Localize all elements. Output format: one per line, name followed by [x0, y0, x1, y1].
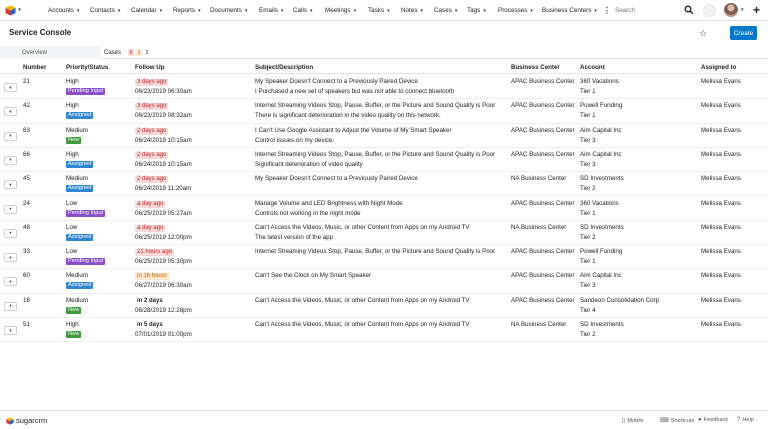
search-icon[interactable]	[684, 5, 694, 15]
follow-up-date: 06/25/2019 05:30pm	[135, 258, 192, 266]
priority: Low	[66, 199, 78, 207]
account-link[interactable]: 360 Vacations	[580, 78, 619, 85]
status-cell	[66, 233, 93, 241]
column-priority-status[interactable]: Priority/Status	[66, 64, 109, 71]
column-business-center[interactable]: Business Center	[511, 64, 560, 71]
create-button[interactable]: Create	[730, 26, 757, 40]
nav-item-reports[interactable]	[169, 0, 205, 21]
priority: Medium	[66, 272, 89, 280]
search-input[interactable]	[615, 7, 675, 14]
account-tier: Tier 2	[580, 233, 596, 241]
assigned-user: Melissa Evans	[701, 272, 741, 280]
case-description: There is significant deterioration in the video quality on this network.	[255, 112, 441, 120]
page-title: Service Console	[9, 28, 72, 37]
nav-item-meetings[interactable]	[321, 0, 360, 21]
nav-item-contacts[interactable]	[86, 0, 124, 21]
nav-item-business-centers[interactable]	[538, 0, 601, 21]
follow-up-date: 06/25/2019 05:27am	[135, 209, 192, 217]
feedback-link[interactable]	[698, 417, 728, 423]
chevron-down-icon[interactable]: ▾	[310, 7, 313, 14]
follow-up-cell	[135, 224, 165, 232]
business-center: APAC Business Center	[511, 272, 575, 280]
brand-name: sugarcrm	[16, 416, 48, 425]
tab-cases[interactable]	[101, 46, 150, 59]
table-row	[0, 197, 768, 221]
sugar-cube-icon	[5, 5, 16, 16]
status-badge: New	[68, 306, 80, 313]
global-search[interactable]	[615, 3, 695, 18]
case-number: 18	[23, 296, 30, 304]
status-badge: Assigned	[68, 160, 92, 167]
nav-item-label: Tags	[467, 7, 481, 14]
follow-up-cell	[135, 78, 168, 86]
follow-up-badge: 21 hours ago	[137, 249, 173, 256]
footer	[0, 410, 768, 429]
business-center: APAC Business Center	[511, 102, 575, 110]
follow-up-cell	[135, 321, 165, 329]
follow-up-date: 06/23/2019 08:32am	[135, 112, 192, 120]
follow-up-date: 06/28/2019 12:28pm	[135, 306, 192, 314]
status-badge: New	[68, 136, 80, 143]
nav-item-notes[interactable]	[397, 0, 427, 21]
quick-create-button[interactable]: +	[753, 3, 761, 17]
column-follow-up[interactable]: Follow Up	[135, 64, 165, 71]
chevron-down-icon[interactable]: ▾	[353, 7, 357, 14]
case-subject-link[interactable]: Manage Volume and LED Brightness with Night Mode	[255, 199, 403, 207]
chevron-down-icon[interactable]: ▾	[483, 7, 486, 14]
case-subject-link[interactable]: My Speaker Doesn't Connect to a Previously Paired Device	[255, 78, 418, 85]
business-center: APAC Business Center	[511, 248, 575, 256]
chevron-down-icon[interactable]: ▾	[454, 7, 458, 14]
row-actions-button[interactable]: ▾	[4, 180, 17, 189]
row-actions-button[interactable]: ▾	[4, 132, 17, 141]
assigned-user: Melissa Evans	[701, 175, 741, 183]
follow-up-badge: 3 days ago	[137, 103, 167, 110]
table-row	[0, 318, 768, 342]
chevron-down-icon[interactable]: ▾	[387, 7, 390, 14]
account-tier: Tier 3	[580, 160, 596, 168]
follow-up-cell	[135, 175, 168, 183]
tab-overview[interactable]: Overview	[0, 46, 101, 59]
case-subject-link[interactable]: Internet Streaming Videos Stop, Pause, Buffer, or the Picture and Sound Quality is Poor	[255, 248, 496, 256]
account-tier: Tier 1	[580, 258, 596, 266]
assigned-user: Melissa Evans	[701, 296, 741, 304]
nav-item-label: Cases	[434, 7, 452, 14]
shortcuts-label: Shortcuts	[670, 417, 695, 424]
table-header	[0, 61, 768, 74]
row-actions-button[interactable]: ▾	[4, 83, 17, 92]
account-tier: Tier 1	[580, 112, 596, 120]
nav-item-label: Processes	[498, 7, 528, 14]
user-avatar[interactable]	[724, 3, 738, 17]
follow-up-badge: a day ago	[137, 224, 164, 231]
notifications-button[interactable]	[703, 4, 716, 17]
status-badge: Pending Input	[68, 258, 104, 265]
row-actions-button[interactable]: ▾	[4, 156, 17, 165]
nav-item-tasks[interactable]	[364, 0, 394, 21]
priority: Medium	[66, 126, 89, 134]
chevron-down-icon[interactable]: ▾	[420, 7, 423, 14]
account-link[interactable]: SD Investments	[580, 175, 624, 183]
account-tier: Tier 4	[580, 306, 596, 314]
case-description: Significant deterioration of video quality	[255, 160, 363, 168]
case-number: 66	[23, 150, 30, 158]
status-cell	[66, 281, 93, 289]
chevron-down-icon[interactable]: ▾	[159, 7, 163, 14]
follow-up-date: 06/27/2019 06:30am	[135, 282, 192, 290]
follow-up-cell	[135, 297, 165, 305]
row-actions-button[interactable]: ▾	[4, 302, 17, 311]
assigned-user: Melissa Evans	[701, 150, 741, 158]
follow-up-badge: a day ago	[137, 200, 164, 207]
account-link[interactable]: Aim Capital Inc	[580, 126, 622, 134]
priority: Medium	[66, 296, 89, 304]
table-row	[0, 221, 768, 245]
follow-up-cell	[135, 102, 168, 110]
chevron-down-icon[interactable]: ▾	[198, 7, 201, 14]
chevron-down-icon[interactable]: ▾	[76, 7, 80, 14]
case-number: 45	[23, 175, 30, 183]
status-cell	[66, 87, 105, 95]
nav-item-label: Reports	[173, 7, 196, 14]
case-number: 48	[23, 223, 30, 231]
chevron-down-icon[interactable]: ▾	[117, 7, 121, 14]
assigned-user: Melissa Evans	[701, 248, 741, 256]
priority: Medium	[66, 175, 89, 183]
mobile-link[interactable]	[622, 417, 644, 424]
business-center: APAC Business Center	[511, 296, 575, 304]
nav-item-label: Contacts	[90, 7, 115, 14]
column-subject-description[interactable]: Subject/Description	[255, 64, 314, 71]
account-link[interactable]: SD Investments	[580, 321, 624, 328]
follow-up-badge: 2 days ago	[137, 127, 167, 134]
table-row	[0, 99, 768, 123]
account-link[interactable]: Powell Funding	[580, 248, 623, 256]
status-cell	[66, 306, 81, 314]
follow-up-cell	[135, 248, 174, 256]
account-tier: Tier 3	[580, 282, 596, 290]
nav-item-documents[interactable]	[206, 0, 251, 21]
status-cell	[66, 136, 81, 144]
mobile-icon: ▯	[622, 418, 626, 424]
row-actions-button[interactable]: ▾	[4, 326, 17, 335]
status-cell	[66, 209, 105, 217]
table-row	[0, 245, 768, 269]
assigned-user: Melissa Evans	[701, 321, 741, 328]
status-cell	[66, 257, 105, 265]
row-actions-button[interactable]: ▾	[4, 253, 17, 262]
priority: Low	[66, 223, 78, 231]
follow-up-date: 06/24/2019 11:20am	[135, 185, 192, 193]
account-tier: Tier 1	[580, 209, 596, 217]
account-link[interactable]: 360 Vacations	[580, 199, 619, 207]
chevron-down-icon[interactable]: ▾	[244, 7, 248, 14]
row-actions-button[interactable]: ▾	[4, 107, 17, 116]
console-tabs	[0, 46, 768, 59]
assigned-user: Melissa Evans	[701, 102, 741, 110]
table-row	[0, 124, 768, 148]
case-subject-link[interactable]: I Can't Use Google Assistant to Adjust the Volume of My Smart Speaker	[255, 126, 452, 134]
more-modules-button[interactable]: ⋮	[603, 5, 611, 15]
sugarcrm-logo	[6, 416, 47, 425]
business-center: NA Business Center	[511, 175, 567, 183]
column-assigned-to[interactable]: Assigned to	[701, 64, 737, 71]
shortcuts-link[interactable]	[660, 417, 694, 424]
mobile-label: Mobile	[627, 417, 644, 424]
business-center: APAC Business Center	[511, 126, 575, 134]
case-subject-link[interactable]: Can't Access the Videos, Music, or other Content from Apps on my Android TV	[255, 296, 470, 304]
status-cell	[66, 330, 81, 338]
case-description: Control issues on my device.	[255, 136, 335, 144]
priority: High	[66, 150, 79, 158]
nav-item-label: Calls	[293, 7, 307, 14]
case-number: 21	[23, 78, 30, 85]
tab-cases-label: Cases	[104, 49, 122, 56]
case-subject-link[interactable]: Internet Streaming Videos Stop, Pause, Buffer, or the Picture and Sound Quality is Poor	[255, 102, 496, 110]
status-cell	[66, 184, 93, 192]
chevron-down-icon[interactable]: ▾	[280, 7, 284, 14]
chevron-down-icon[interactable]: ▾	[741, 7, 744, 13]
status-cell	[66, 111, 93, 119]
due-soon-count-badge: 1	[137, 49, 141, 56]
status-badge: New	[68, 331, 80, 337]
priority: High	[66, 321, 79, 328]
nav-item-label: Tasks	[368, 7, 385, 14]
sugar-cube-icon	[6, 417, 14, 425]
status-badge: Assigned	[68, 185, 92, 192]
account-tier: Tier 2	[580, 331, 596, 338]
case-subject-link[interactable]: My Speaker Doesn't Connect to a Previously Paired Device	[255, 175, 418, 183]
keyboard-icon: ⌨	[660, 418, 669, 424]
follow-up-badge: in 2 days	[137, 297, 163, 304]
business-center: APAC Business Center	[511, 150, 575, 158]
chevron-down-icon[interactable]: ▾	[594, 7, 597, 14]
case-number: 63	[23, 126, 30, 134]
follow-up-cell	[135, 151, 168, 159]
follow-up-date: 06/25/2019 12:00pm	[135, 233, 192, 241]
table-row	[0, 294, 768, 318]
future-count-badge: 2	[145, 49, 149, 56]
account-link[interactable]: Sandeon Consolidation Corp	[580, 296, 660, 304]
case-number: 60	[23, 272, 30, 280]
nav-item-label: Emails	[259, 7, 278, 14]
priority: High	[66, 102, 79, 110]
nav-item-accounts[interactable]	[44, 0, 83, 21]
follow-up-badge: 3 days ago	[137, 79, 167, 85]
follow-up-date: 06/24/2019 10:15am	[135, 136, 192, 144]
assigned-user: Melissa Evans	[701, 78, 741, 85]
row-actions-button[interactable]: ▾	[4, 277, 17, 286]
help-icon: ?	[737, 417, 741, 423]
case-description: The latest version of the app	[255, 233, 334, 241]
case-subject-link[interactable]: Internet Streaming Videos Stop, Pause, Buffer, or the Picture and Sound Quality is Poor	[255, 150, 496, 158]
help-label: Help	[742, 417, 754, 423]
favorite-star-icon[interactable]: ☆	[699, 28, 708, 38]
assigned-user: Melissa Evans	[701, 223, 741, 231]
nav-item-calendar[interactable]	[127, 0, 166, 21]
case-number: 33	[23, 248, 30, 256]
case-number: 51	[23, 321, 30, 328]
row-actions-button[interactable]: ▾	[4, 229, 17, 238]
account-link[interactable]: SD Investments	[580, 223, 624, 231]
overdue-count-badge: 8	[129, 49, 133, 56]
case-number: 24	[23, 199, 30, 207]
chevron-down-icon[interactable]: ▾	[530, 7, 533, 14]
nav-item-label: Notes	[401, 7, 418, 14]
nav-item-label: Documents	[210, 7, 242, 14]
case-number: 42	[23, 102, 30, 110]
nav-item-calls[interactable]	[289, 0, 317, 21]
sugar-cube-menu-button[interactable]	[0, 0, 26, 21]
follow-up-date: 07/01/2019 01:00pm	[135, 331, 192, 338]
follow-up-date: 06/24/2019 10:15am	[135, 160, 192, 168]
case-description: I Purchased a new set of speakers but was not able to connect bluetooth	[255, 88, 455, 95]
follow-up-cell	[135, 200, 165, 208]
business-center: APAC Business Center	[511, 78, 575, 85]
priority: High	[66, 78, 79, 85]
account-link[interactable]: Aim Capital Inc	[580, 150, 622, 158]
nav-item-emails[interactable]	[255, 0, 287, 21]
account-link[interactable]: Aim Capital Inc	[580, 272, 622, 280]
status-badge: Assigned	[68, 282, 92, 289]
business-center: NA Business Center	[511, 223, 567, 231]
follow-up-date: 06/23/2019 06:30am	[135, 88, 192, 95]
nav-item-label: Accounts	[48, 7, 74, 14]
nav-item-tags[interactable]	[463, 0, 490, 21]
row-actions-button[interactable]: ▾	[4, 205, 17, 214]
column-account[interactable]: Account	[580, 64, 605, 71]
assigned-user: Melissa Evans	[701, 199, 741, 207]
table-row	[0, 75, 768, 99]
chat-bubble-icon: ●	[698, 417, 702, 423]
nav-item-processes[interactable]	[494, 0, 537, 21]
status-badge: Pending Input	[68, 88, 104, 94]
table-row	[0, 148, 768, 172]
follow-up-badge: in 5 days	[137, 322, 163, 328]
case-subject-link[interactable]: Can't See the Clock on My Smart Speaker	[255, 272, 372, 280]
follow-up-badge: 2 days ago	[137, 176, 167, 183]
column-number[interactable]: Number	[23, 64, 47, 71]
status-cell	[66, 160, 93, 168]
top-nav	[0, 0, 768, 21]
status-badge: Assigned	[68, 112, 92, 119]
table-row	[0, 269, 768, 293]
case-subject-link[interactable]: Can't Access the Videos, Music, or other Content from Apps on my Android TV	[255, 223, 470, 231]
assigned-user: Melissa Evans	[701, 126, 741, 134]
business-center: APAC Business Center	[511, 199, 575, 207]
account-tier: Tier 2	[580, 185, 596, 193]
table-row	[0, 172, 768, 196]
account-tier: Tier 1	[580, 88, 596, 95]
account-tier: Tier 3	[580, 136, 596, 144]
priority: Low	[66, 248, 78, 256]
nav-item-cases[interactable]	[430, 0, 461, 21]
page-header	[0, 21, 768, 45]
case-description: Controls not working in the night mode	[255, 209, 361, 217]
follow-up-cell	[135, 272, 169, 280]
account-link[interactable]: Powell Funding	[580, 102, 623, 110]
business-center: NA Business Center	[511, 321, 567, 328]
status-badge: Assigned	[68, 233, 92, 240]
nav-item-label: Business Centers	[542, 7, 592, 14]
chevron-down-icon: ▾	[18, 7, 21, 13]
nav-item-label: Meetings	[325, 7, 351, 14]
follow-up-cell	[135, 127, 168, 135]
follow-up-badge: in 16 hours	[137, 273, 167, 280]
follow-up-badge: 2 days ago	[137, 151, 167, 158]
help-link[interactable]	[737, 417, 754, 423]
nav-item-label: Calendar	[131, 7, 157, 14]
status-badge: Pending Input	[68, 209, 104, 216]
case-subject-link[interactable]: Can't Access the Videos, Music, or other Content from Apps on my Android TV	[255, 321, 470, 328]
feedback-label: Feedback	[703, 417, 729, 423]
